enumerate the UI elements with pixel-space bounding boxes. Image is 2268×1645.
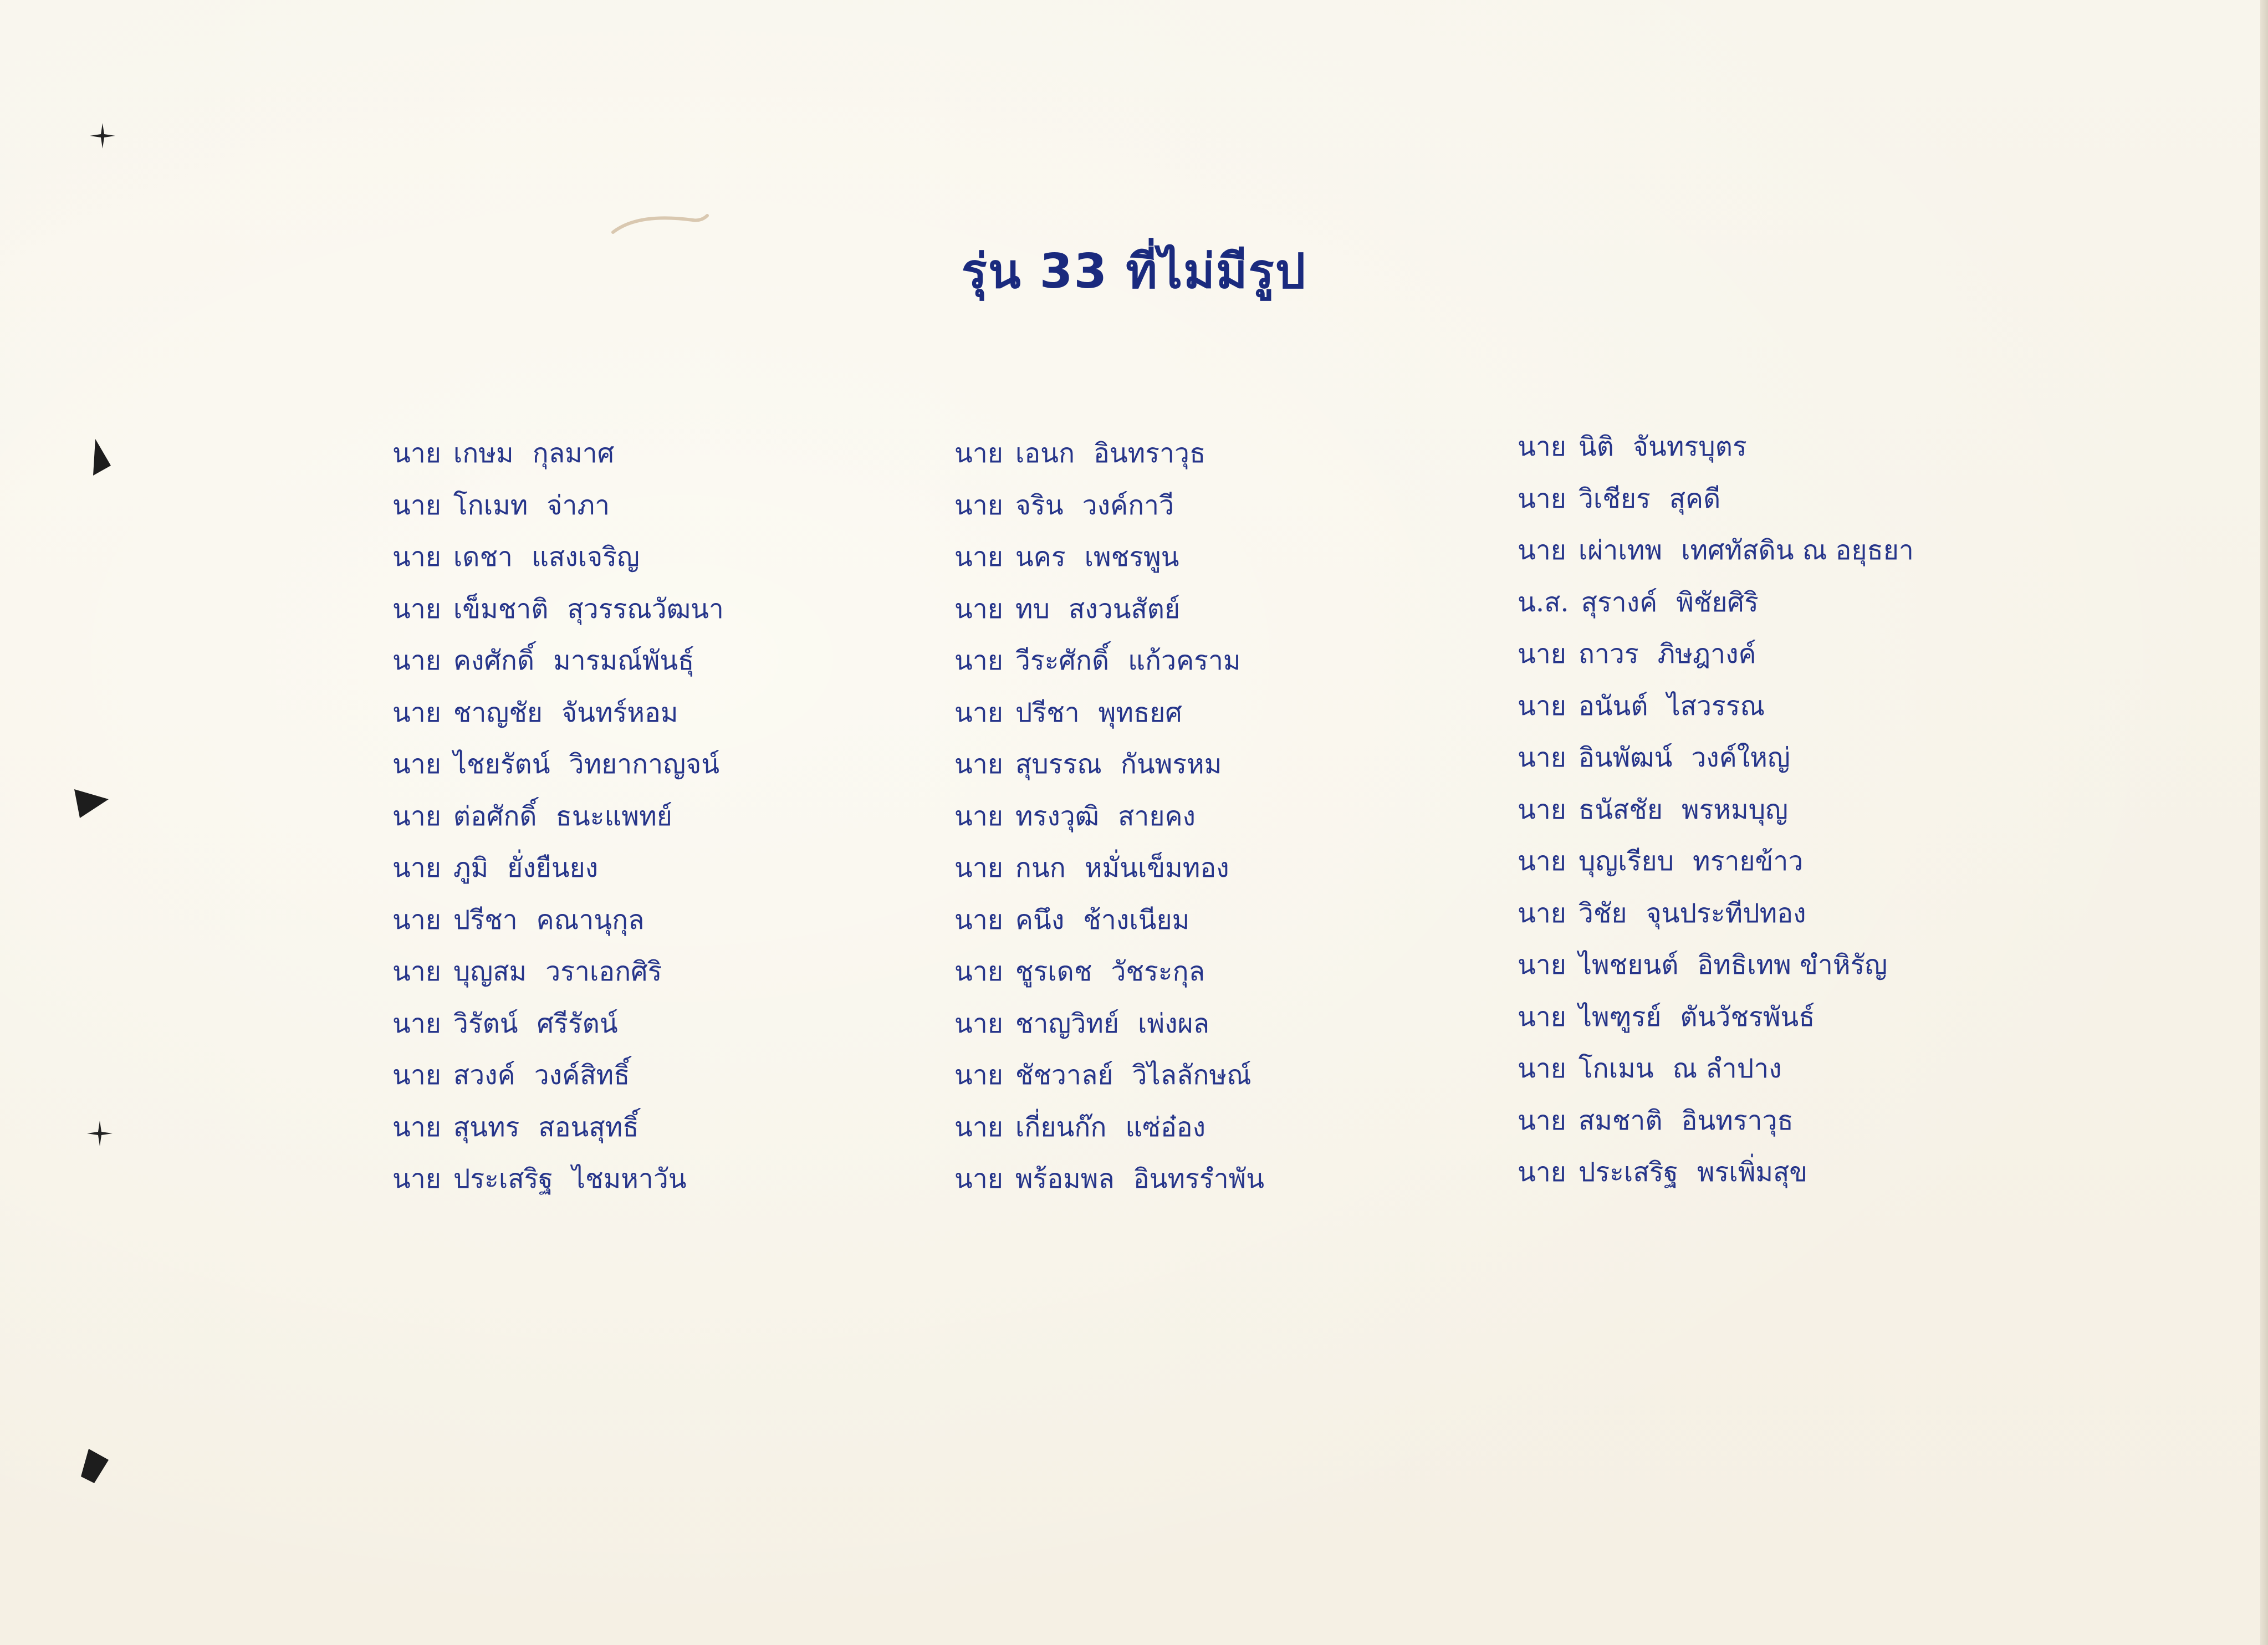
surname: วราเอกศิริ <box>545 956 662 987</box>
name-prefix: นาย <box>392 541 441 573</box>
name-prefix: นาย <box>392 438 441 469</box>
name-entry <box>1518 1147 1914 1199</box>
name-prefix: นาย <box>1518 897 1566 929</box>
name-prefix: นาย <box>1518 535 1566 566</box>
given-name: ทรงวุฒิ <box>1015 800 1100 832</box>
given-name: สุบรรณ <box>1015 749 1102 780</box>
name-entry <box>1518 992 1914 1044</box>
surname: กุลมาศ <box>532 438 615 469</box>
name-prefix: นาย <box>954 1008 1003 1039</box>
given-name: ปรีชา <box>453 904 518 936</box>
name-prefix: นาย <box>392 1111 441 1143</box>
name-entry <box>1518 1043 1914 1095</box>
surname: เพชรพูน <box>1084 541 1179 573</box>
name-prefix: นาย <box>954 1060 1003 1091</box>
surname: ภิษฎางค์ <box>1657 638 1756 670</box>
name-entry <box>392 532 724 584</box>
given-name: สุนทร <box>453 1111 520 1143</box>
name-entry <box>1518 473 1914 525</box>
name-entry <box>392 1102 724 1154</box>
surname: ไชมหาวัน <box>571 1163 687 1194</box>
surname: แซ่อ๋อง <box>1125 1111 1206 1143</box>
surname: วิไลลักษณ์ <box>1132 1060 1252 1091</box>
name-entry <box>1518 629 1914 681</box>
surname: อิทธิเทพ ขำหิรัญ <box>1697 949 1888 980</box>
surname: พรเพิ่มสุข <box>1697 1157 1808 1188</box>
given-name: ภูมิ <box>453 852 489 883</box>
given-name: ประเสริฐ <box>1578 1157 1678 1188</box>
surname: เพ่งผล <box>1138 1008 1210 1039</box>
given-name: เกษม <box>453 438 514 469</box>
name-column-1 <box>392 428 724 1205</box>
name-prefix: นาย <box>1518 949 1566 980</box>
given-name: ประเสริฐ <box>453 1163 553 1194</box>
name-entry <box>392 791 724 843</box>
name-prefix: นาย <box>954 645 1003 676</box>
surname: วิทยากาญจน์ <box>569 749 720 780</box>
surname: ยั่งยืนยง <box>507 852 599 883</box>
given-name: อนันต์ <box>1578 690 1648 722</box>
surname: พรหมบุญ <box>1682 794 1789 825</box>
name-prefix: นาย <box>954 749 1003 780</box>
given-name: ไพฑูรย์ <box>1578 1001 1662 1033</box>
punch-mark-triangle-icon <box>78 1447 111 1485</box>
given-name: วิเชียร <box>1578 483 1651 514</box>
name-entry <box>1518 1095 1914 1147</box>
surname: อินทราวุธ <box>1681 1105 1794 1136</box>
given-name: พร้อมพล <box>1015 1163 1115 1194</box>
given-name: ชูรเดช <box>1015 956 1092 987</box>
name-prefix: นาย <box>392 489 441 521</box>
given-name: ปรีชา <box>1015 697 1080 728</box>
given-name: ชาญวิทย์ <box>1015 1008 1120 1039</box>
given-name: คงศักดิ์ <box>453 645 535 676</box>
name-entry <box>392 842 724 895</box>
given-name: ต่อศักดิ์ <box>453 800 537 832</box>
name-prefix: นาย <box>392 1060 441 1091</box>
name-prefix: นาย <box>954 1111 1003 1143</box>
punch-mark-star-icon <box>89 122 116 150</box>
given-name: คนึง <box>1015 904 1065 936</box>
surname: สงวนสัตย์ <box>1069 593 1181 625</box>
name-prefix: นาย <box>954 852 1003 883</box>
name-prefix: นาย <box>954 956 1003 987</box>
surname: พุทธยศ <box>1098 697 1182 728</box>
name-entry <box>392 687 724 739</box>
name-entry <box>392 428 724 480</box>
name-prefix: นาย <box>1518 431 1566 462</box>
surname: จันทรบุตร <box>1632 431 1747 462</box>
name-prefix: นาย <box>392 697 441 728</box>
name-prefix: นาย <box>392 800 441 832</box>
given-name: อินพัฒน์ <box>1578 742 1673 773</box>
name-entry <box>1518 421 1914 473</box>
name-prefix: นาย <box>1518 1001 1566 1033</box>
name-entry <box>392 480 724 532</box>
surname: วงค์กาวี <box>1082 489 1174 521</box>
name-entry <box>954 998 1264 1050</box>
name-entry <box>392 635 724 687</box>
name-entry <box>392 1050 724 1102</box>
name-entry <box>1518 732 1914 784</box>
given-name: สุรางค์ <box>1581 586 1658 618</box>
given-name: นคร <box>1015 541 1066 573</box>
surname: จ่าภา <box>546 489 610 521</box>
surname: ณ ลำปาง <box>1672 1053 1782 1084</box>
name-entry <box>954 584 1264 636</box>
name-prefix: นาย <box>954 697 1003 728</box>
name-entry <box>1518 836 1914 888</box>
surname: จุนประทีปทอง <box>1646 897 1806 929</box>
name-entry <box>392 584 724 636</box>
name-column-2 <box>954 428 1264 1205</box>
surname: แสงเจริญ <box>532 541 640 573</box>
name-prefix: นาย <box>1518 638 1566 670</box>
name-entry <box>954 739 1264 791</box>
name-prefix: นาย <box>954 1163 1003 1194</box>
given-name: โกเมท <box>453 489 528 521</box>
surname: ช้างเนียม <box>1083 904 1190 936</box>
name-entry <box>954 532 1264 584</box>
name-entry <box>1518 784 1914 836</box>
given-name: จริน <box>1015 489 1064 521</box>
name-entry <box>954 791 1264 843</box>
name-prefix: นาย <box>392 645 441 676</box>
given-name: เผ่าเทพ <box>1578 535 1663 566</box>
surname: สุคดี <box>1669 483 1721 514</box>
given-name: บุญเรียบ <box>1578 846 1674 877</box>
name-entry <box>954 1102 1264 1154</box>
name-column-3 <box>1518 421 1914 1199</box>
name-prefix: นาย <box>392 593 441 625</box>
given-name: วิชัย <box>1578 897 1627 929</box>
surname: สุวรรณวัฒนา <box>567 593 724 625</box>
surname: ทรายข้าว <box>1693 846 1804 877</box>
given-name: เกี่ยนก๊ก <box>1015 1111 1107 1143</box>
surname: วงค์ใหญ่ <box>1691 742 1790 773</box>
surname: อินทราวุธ <box>1094 438 1206 469</box>
given-name: ทบ <box>1015 593 1050 625</box>
name-prefix: นาย <box>954 904 1003 936</box>
name-entry <box>954 687 1264 739</box>
name-entry <box>954 842 1264 895</box>
name-entry <box>954 895 1264 947</box>
name-entry <box>954 428 1264 480</box>
name-entry <box>954 1153 1264 1205</box>
name-entry <box>392 1153 724 1205</box>
name-prefix: นาย <box>392 749 441 780</box>
surname: ธนะแพทย์ <box>555 800 672 832</box>
given-name: ไชยรัตน์ <box>453 749 550 780</box>
punch-mark-triangle-icon <box>89 438 116 477</box>
surname: คณานุกุล <box>536 904 645 936</box>
name-entry <box>1518 525 1914 577</box>
name-entry <box>392 739 724 791</box>
given-name: วิรัตน์ <box>453 1008 518 1039</box>
name-prefix: นาย <box>392 956 441 987</box>
name-prefix: นาย <box>1518 742 1566 773</box>
surname: เทศทัสดิน ณ อยุธยา <box>1681 535 1914 566</box>
given-name: ไพชยนต์ <box>1578 949 1679 980</box>
surname: แก้วคราม <box>1128 645 1241 676</box>
surname: พิชัยศิริ <box>1676 586 1759 618</box>
given-name: ถาวร <box>1578 638 1639 670</box>
name-prefix: นาย <box>954 593 1003 625</box>
given-name: บุญสม <box>453 956 527 987</box>
name-entry <box>954 946 1264 998</box>
surname: วัชระกุล <box>1111 956 1205 987</box>
name-entry <box>954 480 1264 532</box>
given-name: เดชา <box>453 541 513 573</box>
given-name: เข็มชาติ <box>453 593 549 625</box>
given-name: ชาญชัย <box>453 697 543 728</box>
given-name: สมชาติ <box>1578 1105 1663 1136</box>
surname: มารมณ์พันธุ์ <box>553 645 694 676</box>
name-entry <box>1518 939 1914 992</box>
surname: ศรีรัตน์ <box>537 1008 618 1039</box>
surname: กันพรหม <box>1120 749 1222 780</box>
name-entry <box>1518 888 1914 940</box>
given-name: เอนก <box>1015 438 1075 469</box>
punch-mark-triangle-icon <box>72 787 111 820</box>
name-prefix: นาย <box>1518 1105 1566 1136</box>
name-prefix: นาย <box>1518 1053 1566 1084</box>
given-name: วีระศักดิ์ <box>1015 645 1110 676</box>
name-entry <box>392 946 724 998</box>
name-entry <box>392 998 724 1050</box>
name-prefix: นาย <box>392 1163 441 1194</box>
name-prefix: นาย <box>1518 846 1566 877</box>
name-prefix: นาย <box>1518 794 1566 825</box>
name-prefix: น.ส. <box>1518 586 1569 618</box>
name-prefix: นาย <box>954 541 1003 573</box>
name-prefix: นาย <box>954 438 1003 469</box>
name-prefix: นาย <box>954 800 1003 832</box>
name-entry <box>392 895 724 947</box>
given-name: โกเมน <box>1578 1053 1654 1084</box>
name-prefix: นาย <box>954 489 1003 521</box>
page-title: รุ่น 33 ที่ไม่มีรูป <box>961 244 1307 299</box>
given-name: ธนัสชัย <box>1578 794 1663 825</box>
name-prefix: นาย <box>1518 690 1566 722</box>
surname: จันทร์หอม <box>561 697 678 728</box>
given-name: กนก <box>1015 852 1066 883</box>
name-entry <box>1518 681 1914 733</box>
surname: สอนสุทธิ์ <box>538 1111 639 1143</box>
surname: อินทรรำพัน <box>1133 1163 1265 1194</box>
name-entry <box>954 1050 1264 1102</box>
name-prefix: นาย <box>392 904 441 936</box>
punch-mark-star-icon <box>86 1120 114 1147</box>
name-prefix: นาย <box>392 1008 441 1039</box>
surname: ตันวัชรพันธ์ <box>1680 1001 1815 1033</box>
given-name: ชัชวาลย์ <box>1015 1060 1113 1091</box>
surname: หมั่นเข็มทอง <box>1084 852 1229 883</box>
name-prefix: นาย <box>392 852 441 883</box>
name-prefix: นาย <box>1518 1157 1566 1188</box>
surname: ไสวรรณ <box>1667 690 1765 722</box>
name-entry <box>954 635 1264 687</box>
surname: วงค์สิทธิ์ <box>534 1060 630 1091</box>
given-name: สวงค์ <box>453 1060 515 1091</box>
given-name: นิติ <box>1578 431 1614 462</box>
surname: สายคง <box>1118 800 1196 832</box>
name-prefix: นาย <box>1518 483 1566 514</box>
name-entry <box>1518 577 1914 629</box>
